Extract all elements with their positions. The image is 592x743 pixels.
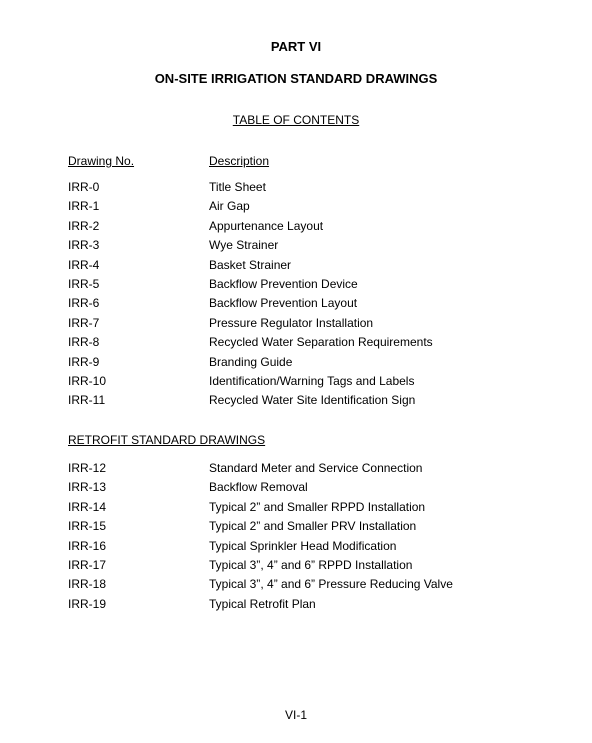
drawing-number: IRR-10 <box>68 373 107 388</box>
retrofit-drawing-list <box>68 461 548 616</box>
drawing-description: Typical 2” and Smaller RPPD Installation <box>209 499 426 514</box>
drawing-description: Typical 3”, 4” and 6” Pressure Reducing Valve <box>209 577 453 592</box>
drawing-description: Basket Strainer <box>209 257 292 272</box>
drawing-number: IRR-3 <box>68 238 100 253</box>
drawing-row <box>68 258 548 277</box>
drawing-row <box>68 355 548 374</box>
drawing-number: IRR-5 <box>68 276 100 291</box>
drawing-description: Branding Guide <box>209 354 293 369</box>
drawing-row <box>68 539 548 558</box>
drawing-row <box>68 500 548 519</box>
description-column-header: Description <box>209 154 270 168</box>
drawing-number: IRR-0 <box>68 180 100 194</box>
drawing-row <box>68 199 548 218</box>
drawing-description: Typical Sprinkler Head Modification <box>209 538 397 553</box>
drawing-row <box>68 393 548 412</box>
drawing-description: Appurtenance Layout <box>209 218 324 233</box>
drawing-number: IRR-8 <box>68 335 100 350</box>
drawing-description: Backflow Removal <box>209 480 308 495</box>
drawing-row <box>68 316 548 335</box>
drawing-number: IRR-9 <box>68 354 100 369</box>
drawing-description: Typical 3”, 4” and 6” RPPD Installation <box>209 557 413 572</box>
document-title: ON-SITE IRRIGATION STANDARD DRAWINGS <box>154 71 438 86</box>
drawing-number: IRR-12 <box>68 461 107 475</box>
drawing-no-column-header: Drawing No. <box>68 154 135 168</box>
drawing-description: Backflow Prevention Device <box>209 276 358 291</box>
drawing-number: IRR-15 <box>68 519 107 534</box>
drawing-number: IRR-2 <box>68 218 100 233</box>
drawing-description: Standard Meter and Service Connection <box>209 461 423 475</box>
drawing-number: IRR-19 <box>68 596 107 611</box>
drawing-description: Recycled Water Separation Requirements <box>209 335 433 350</box>
drawing-description: Typical Retrofit Plan <box>209 596 316 611</box>
drawing-description: Air Gap <box>209 199 250 214</box>
drawing-description: Identification/Warning Tags and Labels <box>209 373 415 388</box>
drawing-row <box>68 480 548 499</box>
drawing-description: Typical 2” and Smaller PRV Installation <box>209 519 417 534</box>
drawing-number: IRR-1 <box>68 199 100 214</box>
drawing-description: Title Sheet <box>209 180 266 194</box>
drawing-row <box>68 219 548 238</box>
drawing-row <box>68 461 548 480</box>
drawing-number: IRR-13 <box>68 480 107 495</box>
drawing-row <box>68 597 548 616</box>
drawing-row <box>68 296 548 315</box>
drawing-number: IRR-6 <box>68 296 100 311</box>
drawing-row <box>68 238 548 257</box>
drawing-number: IRR-4 <box>68 257 100 272</box>
drawing-description: Pressure Regulator Installation <box>209 315 374 330</box>
drawing-number: IRR-11 <box>68 393 106 408</box>
page-number: VI-1 <box>284 708 307 722</box>
drawing-row <box>68 558 548 577</box>
drawing-description: Backflow Prevention Layout <box>209 296 358 311</box>
part-title: PART VI <box>270 39 322 54</box>
drawing-row <box>68 180 548 199</box>
drawing-number: IRR-14 <box>68 499 107 514</box>
drawing-row <box>68 277 548 296</box>
drawing-row <box>68 374 548 393</box>
drawing-row <box>68 519 548 538</box>
drawing-number: IRR-17 <box>68 557 107 572</box>
drawing-description: Wye Strainer <box>209 238 279 253</box>
retrofit-section-heading: RETROFIT STANDARD DRAWINGS <box>68 433 266 447</box>
drawing-number: IRR-16 <box>68 538 107 553</box>
toc-heading: TABLE OF CONTENTS <box>232 113 360 127</box>
drawing-row <box>68 335 548 354</box>
drawing-number: IRR-7 <box>68 315 100 330</box>
drawing-description: Recycled Water Site Identification Sign <box>209 393 416 408</box>
drawing-row <box>68 577 548 596</box>
drawing-number: IRR-18 <box>68 577 107 592</box>
drawing-list <box>68 180 548 413</box>
